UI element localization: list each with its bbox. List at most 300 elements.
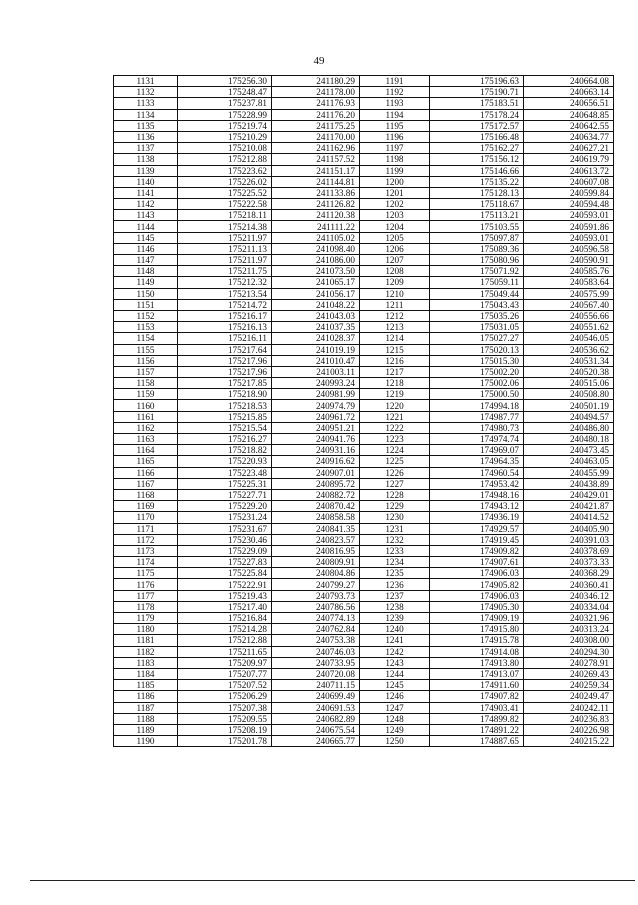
point-number-cell: 1156 xyxy=(114,355,178,366)
x-coordinate-cell: 175216.84 xyxy=(178,613,272,624)
table-row xyxy=(114,243,614,254)
point-number-cell: 1212 xyxy=(360,310,430,321)
x-coordinate-cell: 175237.81 xyxy=(178,98,272,109)
page-number: 49 xyxy=(313,55,325,67)
y-coordinate-cell: 240841.35 xyxy=(272,523,360,534)
x-coordinate-cell: 174960.54 xyxy=(430,467,524,478)
x-coordinate-cell: 175002.06 xyxy=(430,378,524,389)
y-coordinate-cell: 240895.72 xyxy=(272,478,360,489)
x-coordinate-cell: 174969.07 xyxy=(430,445,524,456)
table-row xyxy=(114,400,614,411)
x-coordinate-cell: 175166.48 xyxy=(430,131,524,142)
table-row xyxy=(114,635,614,646)
y-coordinate-cell: 240531.34 xyxy=(524,355,614,366)
point-number-cell: 1135 xyxy=(114,120,178,131)
y-coordinate-cell: 240378.69 xyxy=(524,545,614,556)
table-row xyxy=(114,702,614,713)
table-row xyxy=(114,366,614,377)
y-coordinate-cell: 240278.91 xyxy=(524,657,614,668)
y-coordinate-cell: 241133.86 xyxy=(272,187,360,198)
point-number-cell: 1192 xyxy=(360,87,430,98)
point-number-cell: 1134 xyxy=(114,109,178,120)
point-number-cell: 1139 xyxy=(114,165,178,176)
x-coordinate-cell: 175225.52 xyxy=(178,187,272,198)
y-coordinate-cell: 241126.82 xyxy=(272,199,360,210)
point-number-cell: 1131 xyxy=(114,76,178,87)
y-coordinate-cell: 240494.57 xyxy=(524,411,614,422)
table-row xyxy=(114,378,614,389)
point-number-cell: 1181 xyxy=(114,635,178,646)
x-coordinate-cell: 175218.11 xyxy=(178,210,272,221)
x-coordinate-cell: 175196.63 xyxy=(430,76,524,87)
table-row xyxy=(114,221,614,232)
point-number-cell: 1227 xyxy=(360,478,430,489)
table-row xyxy=(114,467,614,478)
table-row xyxy=(114,76,614,87)
y-coordinate-cell: 240313.24 xyxy=(524,624,614,635)
x-coordinate-cell: 175229.09 xyxy=(178,545,272,556)
y-coordinate-cell: 240664.08 xyxy=(524,76,614,87)
x-coordinate-cell: 175222.58 xyxy=(178,199,272,210)
point-number-cell: 1179 xyxy=(114,613,178,624)
point-number-cell: 1247 xyxy=(360,702,430,713)
table-row xyxy=(114,478,614,489)
y-coordinate-cell: 241151.17 xyxy=(272,165,360,176)
y-coordinate-cell: 240551.62 xyxy=(524,322,614,333)
point-number-cell: 1232 xyxy=(360,534,430,545)
x-coordinate-cell: 174914.08 xyxy=(430,646,524,657)
x-coordinate-cell: 175178.24 xyxy=(430,109,524,120)
point-number-cell: 1250 xyxy=(360,736,430,747)
point-number-cell: 1191 xyxy=(360,76,430,87)
table-row xyxy=(114,590,614,601)
point-number-cell: 1184 xyxy=(114,668,178,679)
y-coordinate-cell: 240733.95 xyxy=(272,657,360,668)
y-coordinate-cell: 241073.50 xyxy=(272,266,360,277)
y-coordinate-cell: 240429.01 xyxy=(524,489,614,500)
x-coordinate-cell: 175212.88 xyxy=(178,635,272,646)
point-number-cell: 1224 xyxy=(360,445,430,456)
x-coordinate-cell: 175220.93 xyxy=(178,456,272,467)
point-number-cell: 1202 xyxy=(360,199,430,210)
y-coordinate-cell: 240405.90 xyxy=(524,523,614,534)
x-coordinate-cell: 175228.99 xyxy=(178,109,272,120)
point-number-cell: 1140 xyxy=(114,176,178,187)
y-coordinate-cell: 241175.25 xyxy=(272,120,360,131)
table-row xyxy=(114,120,614,131)
y-coordinate-cell: 240226.98 xyxy=(524,724,614,735)
x-coordinate-cell: 175227.71 xyxy=(178,489,272,500)
point-number-cell: 1241 xyxy=(360,635,430,646)
x-coordinate-cell: 175230.46 xyxy=(178,534,272,545)
x-coordinate-cell: 175128.13 xyxy=(430,187,524,198)
x-coordinate-cell: 174899.82 xyxy=(430,713,524,724)
point-number-cell: 1168 xyxy=(114,489,178,500)
point-number-cell: 1235 xyxy=(360,568,430,579)
table-row xyxy=(114,109,614,120)
x-coordinate-cell: 175156.12 xyxy=(430,154,524,165)
table-row xyxy=(114,657,614,668)
point-number-cell: 1245 xyxy=(360,680,430,691)
point-number-cell: 1167 xyxy=(114,478,178,489)
y-coordinate-cell: 240269.43 xyxy=(524,668,614,679)
x-coordinate-cell: 175020.13 xyxy=(430,344,524,355)
x-coordinate-cell: 175049.44 xyxy=(430,288,524,299)
y-coordinate-cell: 240613.72 xyxy=(524,165,614,176)
x-coordinate-cell: 175103.55 xyxy=(430,221,524,232)
x-coordinate-cell: 175015.30 xyxy=(430,355,524,366)
x-coordinate-cell: 175113.21 xyxy=(430,210,524,221)
y-coordinate-cell: 240591.86 xyxy=(524,221,614,232)
table-row xyxy=(114,266,614,277)
point-number-cell: 1201 xyxy=(360,187,430,198)
x-coordinate-cell: 174953.42 xyxy=(430,478,524,489)
x-coordinate-cell: 175080.96 xyxy=(430,255,524,266)
y-coordinate-cell: 240634.77 xyxy=(524,131,614,142)
x-coordinate-cell: 175214.72 xyxy=(178,299,272,310)
y-coordinate-cell: 240941.76 xyxy=(272,434,360,445)
table-row xyxy=(114,668,614,679)
table-row xyxy=(114,613,614,624)
point-number-cell: 1186 xyxy=(114,691,178,702)
x-coordinate-cell: 174915.78 xyxy=(430,635,524,646)
point-number-cell: 1236 xyxy=(360,579,430,590)
x-coordinate-cell: 175217.96 xyxy=(178,366,272,377)
point-number-cell: 1210 xyxy=(360,288,430,299)
y-coordinate-cell: 241111.22 xyxy=(272,221,360,232)
x-coordinate-cell: 174913.07 xyxy=(430,668,524,679)
x-coordinate-cell: 175231.24 xyxy=(178,512,272,523)
y-coordinate-cell: 240259.34 xyxy=(524,680,614,691)
point-number-cell: 1138 xyxy=(114,154,178,165)
x-coordinate-cell: 174936.19 xyxy=(430,512,524,523)
point-number-cell: 1147 xyxy=(114,255,178,266)
x-coordinate-cell: 175214.38 xyxy=(178,221,272,232)
point-number-cell: 1216 xyxy=(360,355,430,366)
y-coordinate-cell: 240799.27 xyxy=(272,579,360,590)
y-coordinate-cell: 240473.45 xyxy=(524,445,614,456)
x-coordinate-cell: 175146.66 xyxy=(430,165,524,176)
y-coordinate-cell: 240882.72 xyxy=(272,489,360,500)
bottom-rule xyxy=(30,880,635,881)
table-row xyxy=(114,389,614,400)
x-coordinate-cell: 175218.53 xyxy=(178,400,272,411)
y-coordinate-cell: 241144.81 xyxy=(272,176,360,187)
point-number-cell: 1214 xyxy=(360,333,430,344)
y-coordinate-cell: 240809.91 xyxy=(272,557,360,568)
y-coordinate-cell: 240596.58 xyxy=(524,243,614,254)
table-row xyxy=(114,512,614,523)
x-coordinate-cell: 175213.54 xyxy=(178,288,272,299)
point-number-cell: 1162 xyxy=(114,422,178,433)
y-coordinate-cell: 240961.72 xyxy=(272,411,360,422)
point-number-cell: 1169 xyxy=(114,501,178,512)
point-number-cell: 1226 xyxy=(360,467,430,478)
point-number-cell: 1200 xyxy=(360,176,430,187)
point-number-cell: 1173 xyxy=(114,545,178,556)
table-row xyxy=(114,691,614,702)
point-number-cell: 1141 xyxy=(114,187,178,198)
x-coordinate-cell: 175217.40 xyxy=(178,601,272,612)
x-coordinate-cell: 175223.48 xyxy=(178,467,272,478)
x-coordinate-cell: 175225.84 xyxy=(178,568,272,579)
x-coordinate-cell: 175059.11 xyxy=(430,277,524,288)
point-number-cell: 1176 xyxy=(114,579,178,590)
point-number-cell: 1219 xyxy=(360,389,430,400)
x-coordinate-cell: 174948.16 xyxy=(430,489,524,500)
point-number-cell: 1206 xyxy=(360,243,430,254)
y-coordinate-cell: 240590.91 xyxy=(524,255,614,266)
point-number-cell: 1233 xyxy=(360,545,430,556)
y-coordinate-cell: 240575.99 xyxy=(524,288,614,299)
point-number-cell: 1209 xyxy=(360,277,430,288)
x-coordinate-cell: 175206.29 xyxy=(178,691,272,702)
point-number-cell: 1197 xyxy=(360,143,430,154)
point-number-cell: 1136 xyxy=(114,131,178,142)
y-coordinate-cell: 240368.29 xyxy=(524,568,614,579)
y-coordinate-cell: 240421.87 xyxy=(524,501,614,512)
y-coordinate-cell: 241019.19 xyxy=(272,344,360,355)
x-coordinate-cell: 174907.82 xyxy=(430,691,524,702)
x-coordinate-cell: 175219.74 xyxy=(178,120,272,131)
y-coordinate-cell: 240816.95 xyxy=(272,545,360,556)
point-number-cell: 1187 xyxy=(114,702,178,713)
point-number-cell: 1215 xyxy=(360,344,430,355)
x-coordinate-cell: 175216.17 xyxy=(178,310,272,321)
table-row xyxy=(114,355,614,366)
table-row xyxy=(114,165,614,176)
x-coordinate-cell: 175210.08 xyxy=(178,143,272,154)
x-coordinate-cell: 174907.61 xyxy=(430,557,524,568)
y-coordinate-cell: 240804.86 xyxy=(272,568,360,579)
table-row xyxy=(114,232,614,243)
y-coordinate-cell: 240593.01 xyxy=(524,210,614,221)
x-coordinate-cell: 174911.60 xyxy=(430,680,524,691)
x-coordinate-cell: 175208.19 xyxy=(178,724,272,735)
table-row xyxy=(114,579,614,590)
y-coordinate-cell: 240663.14 xyxy=(524,87,614,98)
x-coordinate-cell: 175000.50 xyxy=(430,389,524,400)
x-coordinate-cell: 175212.32 xyxy=(178,277,272,288)
table-row xyxy=(114,624,614,635)
point-number-cell: 1196 xyxy=(360,131,430,142)
table-row xyxy=(114,501,614,512)
point-number-cell: 1150 xyxy=(114,288,178,299)
x-coordinate-cell: 174887.65 xyxy=(430,736,524,747)
point-number-cell: 1228 xyxy=(360,489,430,500)
y-coordinate-cell: 241176.93 xyxy=(272,98,360,109)
table-row xyxy=(114,154,614,165)
y-coordinate-cell: 240215.22 xyxy=(524,736,614,747)
point-number-cell: 1175 xyxy=(114,568,178,579)
y-coordinate-cell: 240823.57 xyxy=(272,534,360,545)
point-number-cell: 1154 xyxy=(114,333,178,344)
y-coordinate-cell: 240346.12 xyxy=(524,590,614,601)
x-coordinate-cell: 174903.41 xyxy=(430,702,524,713)
y-coordinate-cell: 240774.13 xyxy=(272,613,360,624)
y-coordinate-cell: 240567.40 xyxy=(524,299,614,310)
point-number-cell: 1211 xyxy=(360,299,430,310)
point-number-cell: 1195 xyxy=(360,120,430,131)
point-number-cell: 1133 xyxy=(114,98,178,109)
point-number-cell: 1180 xyxy=(114,624,178,635)
point-number-cell: 1155 xyxy=(114,344,178,355)
y-coordinate-cell: 241162.96 xyxy=(272,143,360,154)
point-number-cell: 1144 xyxy=(114,221,178,232)
x-coordinate-cell: 175031.05 xyxy=(430,322,524,333)
y-coordinate-cell: 240294.30 xyxy=(524,646,614,657)
x-coordinate-cell: 174974.74 xyxy=(430,434,524,445)
point-number-cell: 1242 xyxy=(360,646,430,657)
table-row xyxy=(114,411,614,422)
x-coordinate-cell: 174905.82 xyxy=(430,579,524,590)
table-row xyxy=(114,680,614,691)
table-row xyxy=(114,299,614,310)
y-coordinate-cell: 240508.80 xyxy=(524,389,614,400)
y-coordinate-cell: 240762.84 xyxy=(272,624,360,635)
x-coordinate-cell: 175190.71 xyxy=(430,87,524,98)
y-coordinate-cell: 240642.55 xyxy=(524,120,614,131)
point-number-cell: 1188 xyxy=(114,713,178,724)
table-row xyxy=(114,724,614,735)
point-number-cell: 1151 xyxy=(114,299,178,310)
point-number-cell: 1193 xyxy=(360,98,430,109)
table-row xyxy=(114,98,614,109)
x-coordinate-cell: 174994.18 xyxy=(430,400,524,411)
x-coordinate-cell: 175183.51 xyxy=(430,98,524,109)
table-row xyxy=(114,422,614,433)
x-coordinate-cell: 175201.78 xyxy=(178,736,272,747)
y-coordinate-cell: 240786.56 xyxy=(272,601,360,612)
point-number-cell: 1183 xyxy=(114,657,178,668)
x-coordinate-cell: 175229.20 xyxy=(178,501,272,512)
point-number-cell: 1137 xyxy=(114,143,178,154)
point-number-cell: 1132 xyxy=(114,87,178,98)
y-coordinate-cell: 240993.24 xyxy=(272,378,360,389)
y-coordinate-cell: 240607.08 xyxy=(524,176,614,187)
x-coordinate-cell: 175223.62 xyxy=(178,165,272,176)
point-number-cell: 1249 xyxy=(360,724,430,735)
point-number-cell: 1160 xyxy=(114,400,178,411)
point-number-cell: 1171 xyxy=(114,523,178,534)
x-coordinate-cell: 174891.22 xyxy=(430,724,524,735)
y-coordinate-cell: 240308.00 xyxy=(524,635,614,646)
x-coordinate-cell: 175212.88 xyxy=(178,154,272,165)
x-coordinate-cell: 174980.73 xyxy=(430,422,524,433)
table-row xyxy=(114,489,614,500)
x-coordinate-cell: 175216.11 xyxy=(178,333,272,344)
point-number-cell: 1230 xyxy=(360,512,430,523)
x-coordinate-cell: 174929.57 xyxy=(430,523,524,534)
table-row xyxy=(114,568,614,579)
point-number-cell: 1199 xyxy=(360,165,430,176)
y-coordinate-cell: 240463.05 xyxy=(524,456,614,467)
y-coordinate-cell: 240753.38 xyxy=(272,635,360,646)
point-number-cell: 1244 xyxy=(360,668,430,679)
point-number-cell: 1190 xyxy=(114,736,178,747)
table-row xyxy=(114,199,614,210)
x-coordinate-cell: 174919.45 xyxy=(430,534,524,545)
x-coordinate-cell: 175218.82 xyxy=(178,445,272,456)
x-coordinate-cell: 174905.30 xyxy=(430,601,524,612)
table-row xyxy=(114,322,614,333)
x-coordinate-cell: 175216.13 xyxy=(178,322,272,333)
x-coordinate-cell: 175217.85 xyxy=(178,378,272,389)
y-coordinate-cell: 240627.21 xyxy=(524,143,614,154)
point-number-cell: 1174 xyxy=(114,557,178,568)
point-number-cell: 1203 xyxy=(360,210,430,221)
y-coordinate-cell: 241056.17 xyxy=(272,288,360,299)
x-coordinate-cell: 175211.97 xyxy=(178,255,272,266)
point-number-cell: 1204 xyxy=(360,221,430,232)
point-number-cell: 1217 xyxy=(360,366,430,377)
y-coordinate-cell: 240699.49 xyxy=(272,691,360,702)
point-number-cell: 1198 xyxy=(360,154,430,165)
x-coordinate-cell: 174906.03 xyxy=(430,568,524,579)
x-coordinate-cell: 175035.26 xyxy=(430,310,524,321)
y-coordinate-cell: 240536.62 xyxy=(524,344,614,355)
table-row xyxy=(114,210,614,221)
point-number-cell: 1239 xyxy=(360,613,430,624)
coordinates-table-body xyxy=(114,76,614,747)
y-coordinate-cell: 240391.03 xyxy=(524,534,614,545)
y-coordinate-cell: 240916.62 xyxy=(272,456,360,467)
point-number-cell: 1165 xyxy=(114,456,178,467)
point-number-cell: 1182 xyxy=(114,646,178,657)
x-coordinate-cell: 175172.57 xyxy=(430,120,524,131)
x-coordinate-cell: 175071.92 xyxy=(430,266,524,277)
x-coordinate-cell: 175097.87 xyxy=(430,232,524,243)
point-number-cell: 1189 xyxy=(114,724,178,735)
y-coordinate-cell: 240414.52 xyxy=(524,512,614,523)
table-row xyxy=(114,143,614,154)
point-number-cell: 1153 xyxy=(114,322,178,333)
y-coordinate-cell: 241176.20 xyxy=(272,109,360,120)
point-number-cell: 1146 xyxy=(114,243,178,254)
y-coordinate-cell: 240665.77 xyxy=(272,736,360,747)
x-coordinate-cell: 174913.80 xyxy=(430,657,524,668)
table-row xyxy=(114,534,614,545)
x-coordinate-cell: 175227.83 xyxy=(178,557,272,568)
x-coordinate-cell: 175135.22 xyxy=(430,176,524,187)
y-coordinate-cell: 240793.73 xyxy=(272,590,360,601)
y-coordinate-cell: 240585.76 xyxy=(524,266,614,277)
point-number-cell: 1240 xyxy=(360,624,430,635)
table-row xyxy=(114,87,614,98)
y-coordinate-cell: 240593.01 xyxy=(524,232,614,243)
y-coordinate-cell: 240858.58 xyxy=(272,512,360,523)
y-coordinate-cell: 240675.54 xyxy=(272,724,360,735)
y-coordinate-cell: 241120.38 xyxy=(272,210,360,221)
y-coordinate-cell: 241105.02 xyxy=(272,232,360,243)
y-coordinate-cell: 240249.47 xyxy=(524,691,614,702)
point-number-cell: 1149 xyxy=(114,277,178,288)
x-coordinate-cell: 174915.80 xyxy=(430,624,524,635)
y-coordinate-cell: 240691.53 xyxy=(272,702,360,713)
x-coordinate-cell: 175226.02 xyxy=(178,176,272,187)
y-coordinate-cell: 240931.16 xyxy=(272,445,360,456)
x-coordinate-cell: 175217.96 xyxy=(178,355,272,366)
table-row xyxy=(114,736,614,747)
point-number-cell: 1223 xyxy=(360,434,430,445)
point-number-cell: 1166 xyxy=(114,467,178,478)
table-row xyxy=(114,277,614,288)
x-coordinate-cell: 175207.38 xyxy=(178,702,272,713)
point-number-cell: 1229 xyxy=(360,501,430,512)
y-coordinate-cell: 241065.17 xyxy=(272,277,360,288)
x-coordinate-cell: 174964.35 xyxy=(430,456,524,467)
y-coordinate-cell: 240556.66 xyxy=(524,310,614,321)
